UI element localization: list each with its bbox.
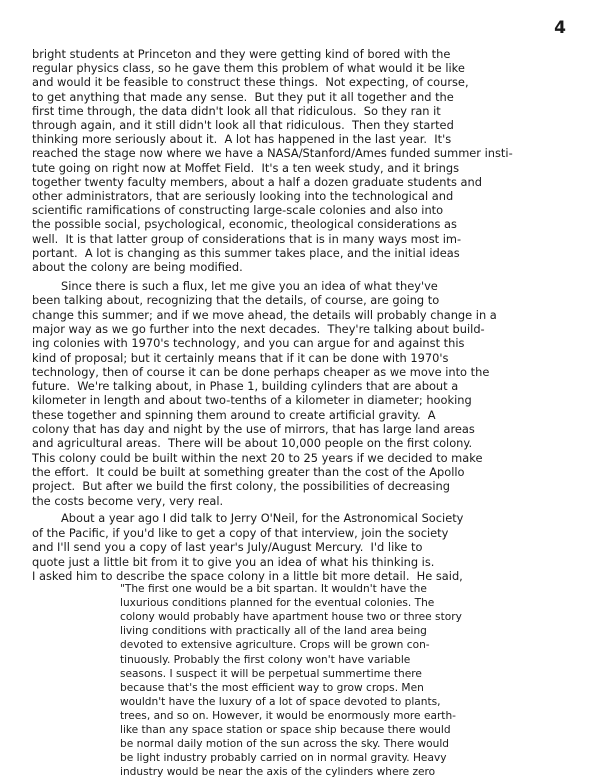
quote-line: tinuously. Probably the first colony won't have variable <box>120 653 411 666</box>
text-line: kilometer in length and about two-tenths of a kilometer in diameter; hooking <box>32 393 472 408</box>
text-line: together twenty faculty members, about a half a dozen graduate students and <box>32 174 482 189</box>
text-line: and I'll send you a copy of last year's July/August Mercury. I'd like to <box>32 540 423 555</box>
text-line: reached the stage now where we have a NASA/Stanford/Ames funded summer insti- <box>32 146 513 161</box>
text-line: project. But after we build the first colony, the possibilities of decreasing <box>32 479 450 494</box>
quote-line: devoted to extensive agriculture. Crops will be grown con- <box>120 639 430 652</box>
quote-line: luxurious conditions planned for the eventual colonies. The <box>120 597 435 610</box>
text-line: other administrators, that are seriously looking into the technological and <box>32 189 454 203</box>
text-line: Since there is such a flux, let me give you an idea of what they've <box>32 279 438 293</box>
quote-line: industry would be near the axis of the cylinders where zero <box>120 766 436 779</box>
quote-line: colony would probably have apartment house two or three story <box>120 611 462 624</box>
text-line: This colony could be built within the next 20 to 25 years if we decided to make <box>32 450 483 465</box>
text-line: to get anything that made any sense. But they put it all together and the <box>32 89 454 104</box>
text-line: major way as we go further into the next decades. They're talking about build- <box>32 321 485 336</box>
text-line: about the colony are being modified. <box>32 260 243 274</box>
text-line: of the Pacific, if you'd like to get a copy of that interview, join the society <box>32 525 449 540</box>
text-line: portant. A lot is changing as this summer takes place, and the initial ideas <box>32 245 460 260</box>
text-line: and agricultural areas. There will be about 10,000 people on the first colony. <box>32 436 473 451</box>
quote-line: "The first one would be a bit spartan. It wouldn't have the <box>120 583 427 595</box>
text-line: these together and spinning them around to create artificial gravity. A <box>32 407 436 422</box>
text-line: the costs become very, very real. <box>32 493 224 508</box>
text-line: colony that has day and night by the use of mirrors, that has large land areas <box>32 422 475 436</box>
quote-line: be normal daily motion of the sun across the sky. There would <box>120 738 450 751</box>
quote-line: seasons. I suspect it will be perpetual summertime there <box>120 667 422 680</box>
text-line: and would it be feasible to construct these things. Not expecting, of course, <box>32 75 469 90</box>
text-line: the effort. It could be built at something greater than the cost of the Apollo <box>32 464 465 479</box>
quote-line: because that's the most efficient way to grow crops. Men <box>120 681 424 694</box>
text-line: I asked him to describe the space colony in a little bit more detail. He said, <box>32 569 463 584</box>
quote-line: trees, and so on. However, it would be enormously more earth- <box>120 709 456 722</box>
text-line: regular physics class, so he gave them this problem of what would it be like <box>32 61 465 76</box>
text-line: tute going on right now at Moffet Field. It's a ten week study, and it brings <box>32 160 460 175</box>
text-line: through again, and it still didn't look all that ridiculous. Then they started <box>32 118 454 132</box>
page-number: 4 <box>554 18 566 38</box>
text-line: future. We're talking about, in Phase 1, building cylinders that are about a <box>32 379 459 394</box>
text-line: been talking about, recognizing that the details, of course, are going to <box>32 293 440 308</box>
text-line: kind of proposal; but it certainly means that if it can be done with 1970's <box>32 350 449 365</box>
quote-line: be light industry probably carried on in normal gravity. Heavy <box>120 752 447 765</box>
text-line: change this summer; and if we move ahead, the details will probably change in a <box>32 307 497 322</box>
text-line: scientific ramifications of constructing large-scale colonies and also into <box>32 203 444 218</box>
quote-line: wouldn't have the luxury of a lot of space devoted to plants, <box>120 695 441 708</box>
text-line: bright students at Princeton and they were getting kind of bored with the <box>32 47 451 61</box>
text-line: About a year ago I did talk to Jerry O'Neil, for the Astronomical Society <box>32 511 464 525</box>
text-line: well. It is that latter group of considerations that is in many ways most im- <box>32 231 462 246</box>
text-line: the possible social, psychological, economic, theological considerations as <box>32 217 457 232</box>
text-line: first time through, the data didn't look all that ridiculous. So they ran it <box>32 103 441 118</box>
quote-line: living conditions with practically all of the land area being <box>120 625 427 638</box>
text-line: quote just a little bit from it to give you an idea of what his thinking is. <box>32 554 435 569</box>
quote-line: like than any space station or space ship because there would <box>120 724 451 736</box>
text-line: thinking more seriously about it. A lot has happened in the last year. It's <box>32 132 452 147</box>
text-line: technology, then of course it can be done perhaps cheaper as we move into the <box>32 364 490 379</box>
text-line: ing colonies with 1970's technology, and you can argue for and against this <box>32 336 465 351</box>
